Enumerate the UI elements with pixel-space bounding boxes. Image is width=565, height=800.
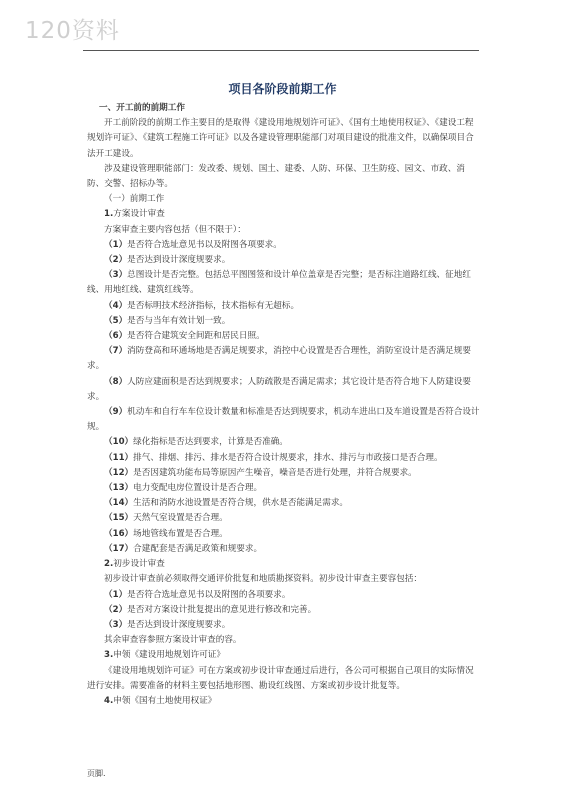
- list-item-number: （14）: [104, 498, 134, 509]
- list-item-number: （13）: [104, 483, 134, 494]
- list-item-text: 合建配套是否满足政策和规要求。: [133, 543, 263, 554]
- list-item: [87, 466, 480, 481]
- subsection-heading: （一）前期工作: [104, 194, 165, 205]
- header-rule: [83, 50, 479, 51]
- list-item-text: 生活和消防水池设置是否符合规，供水是否能满足需求。: [133, 498, 349, 509]
- list-item: [87, 238, 480, 253]
- list-item: [87, 435, 480, 450]
- planning-permit-body: 《建设用地规划许可证》可在方案或初步设计审查通过后进行，各公司可根据自己项目的实际情况进行安排。需要准备的材料主要包括地形图、勘设红线图、方案或初步设计批复等。: [87, 665, 474, 691]
- list-item: [87, 329, 480, 344]
- list-item-text: 绿化指标是否达到要求，计算是否准确。: [133, 437, 288, 448]
- list-item-text: 是否标明技术经济指标，技术指标有无超标。: [127, 300, 300, 311]
- list-item-text: 排气、排烟、排污、排水是否符合设计规要求，排水、排污与市政接口是否合理。: [133, 452, 443, 463]
- list-item-text: 总图设计是否完整。包括总平图图签和设计单位盖章是否完整；是否标注道路红线、征地红线、用地红线、建筑红线等。: [87, 270, 471, 296]
- heading-land-certificate: 4.申领《国有土地使用权证》: [104, 695, 217, 706]
- list-item: [87, 314, 480, 329]
- heading-planning-permit: 3.申领《建设用地规划许可证》: [104, 650, 225, 661]
- document-body: [87, 101, 480, 709]
- list-item-number: （2）: [104, 255, 128, 266]
- list-item: [87, 542, 480, 557]
- paragraph-departments: 涉及建设管理职能部门：发改委、规划、国土、建委、人防、环保、卫生防疫、园文、市政、消防、交警、招标办等。: [87, 163, 465, 190]
- list-item: [87, 588, 480, 603]
- list-item-number: （10）: [104, 437, 134, 448]
- list-item-number: （17）: [104, 543, 134, 554]
- list-item-text: 机动车和自行车车位设计数量和标准是否达到规要求，机动车进出口及车道设置是否符合设计规。: [87, 407, 480, 433]
- list-item-text: 是否达到设计深度规要求。: [127, 255, 231, 266]
- list-item-text: 场地管线布置是否合理。: [133, 528, 228, 539]
- list-item: [87, 299, 480, 314]
- list-item: [87, 344, 480, 374]
- list-item-number: （1）: [104, 589, 128, 600]
- list-item: [87, 603, 480, 618]
- list-item-number: （1）: [104, 239, 128, 250]
- list-item-number: （15）: [104, 513, 134, 524]
- list-item-text: 是否符合选址意见书以及附图的各项要求。: [127, 589, 291, 600]
- heading-preliminary-review: 2.初步设计审查: [104, 559, 165, 570]
- preliminary-review-intro: 初步设计审查前必须取得交通评价批复和地质勘探资料。初步设计审查主要容包括：: [104, 574, 422, 585]
- list-item-number: （5）: [104, 315, 128, 326]
- list-item-number: （8）: [104, 376, 128, 387]
- heading-scheme-review: 1.方案设计审查: [104, 209, 165, 220]
- list-item: [87, 253, 480, 268]
- list-item-text: 是否对方案设计批复提出的意见进行修改和完善。: [127, 604, 317, 615]
- list-item: [87, 527, 480, 542]
- list-item-number: （11）: [104, 452, 134, 463]
- list-item-text: 电力变配电房位置设计是否合理。: [133, 483, 263, 494]
- list-item-text: 消防登高和环通场地是否满足规要求，消控中心设置是否合理性，消防室设计是否满足规要求。: [87, 346, 471, 372]
- list-item-text: 人防应建面积是否达到规要求；人防疏散是否满足需求；其它设计是否符合地下人防建设要求。: [87, 376, 471, 402]
- paragraph-purpose: 开工前阶段的前期工作主要目的是取得《建设用地规划许可证》、《国有土地使用权证》、《建设工程规划许可证》、《建筑工程施工许可证》以及各建设管理职能部门对项目建设的批准文件，以确保项目合法开工建设。: [87, 118, 474, 159]
- watermark: 120资料: [25, 18, 120, 44]
- list-item: [87, 496, 480, 511]
- list-item: [87, 405, 480, 435]
- list-item-text: 是否达到设计深度规要求。: [127, 619, 231, 630]
- list-item-number: （4）: [104, 300, 128, 311]
- list-item-number: （3）: [104, 619, 128, 630]
- list-item-text: 是否符合选址意见书以及附图各项要求。: [127, 239, 282, 250]
- list-item-number: （16）: [104, 528, 134, 539]
- section-heading: 一、开工前的前期工作: [99, 103, 185, 113]
- list-item-number: （12）: [104, 467, 134, 478]
- list-item-text: 是否与当年有效计划一致。: [127, 315, 231, 326]
- scheme-review-list: [87, 238, 480, 557]
- list-item-number: （6）: [104, 331, 128, 342]
- list-item-text: 是否因建筑功能布局等原因产生噪音，噪音是否进行处理，并符合规要求。: [133, 467, 417, 478]
- list-item: [87, 451, 480, 466]
- list-item: [87, 268, 480, 298]
- list-item-number: （9）: [104, 407, 128, 418]
- list-item: [87, 375, 480, 405]
- list-item-number: （2）: [104, 604, 128, 615]
- list-item-text: 是否符合建筑安全间距和居民日照。: [127, 331, 265, 342]
- list-item-number: （3）: [104, 270, 128, 281]
- preliminary-review-tail: 其余审查容参照方案设计审查的容。: [104, 635, 242, 646]
- list-item: [87, 481, 480, 496]
- list-item-number: （7）: [104, 346, 128, 357]
- page-title: 项目各阶段前期工作: [228, 82, 337, 96]
- list-item: [87, 511, 480, 526]
- list-item: [87, 618, 480, 633]
- page-footer: 页脚.: [87, 769, 106, 778]
- preliminary-review-list: [87, 588, 480, 634]
- list-item-text: 天然气室设置是否合理。: [133, 513, 228, 524]
- scheme-review-intro: 方案审查主要内容包括（但不限于）：: [104, 224, 246, 235]
